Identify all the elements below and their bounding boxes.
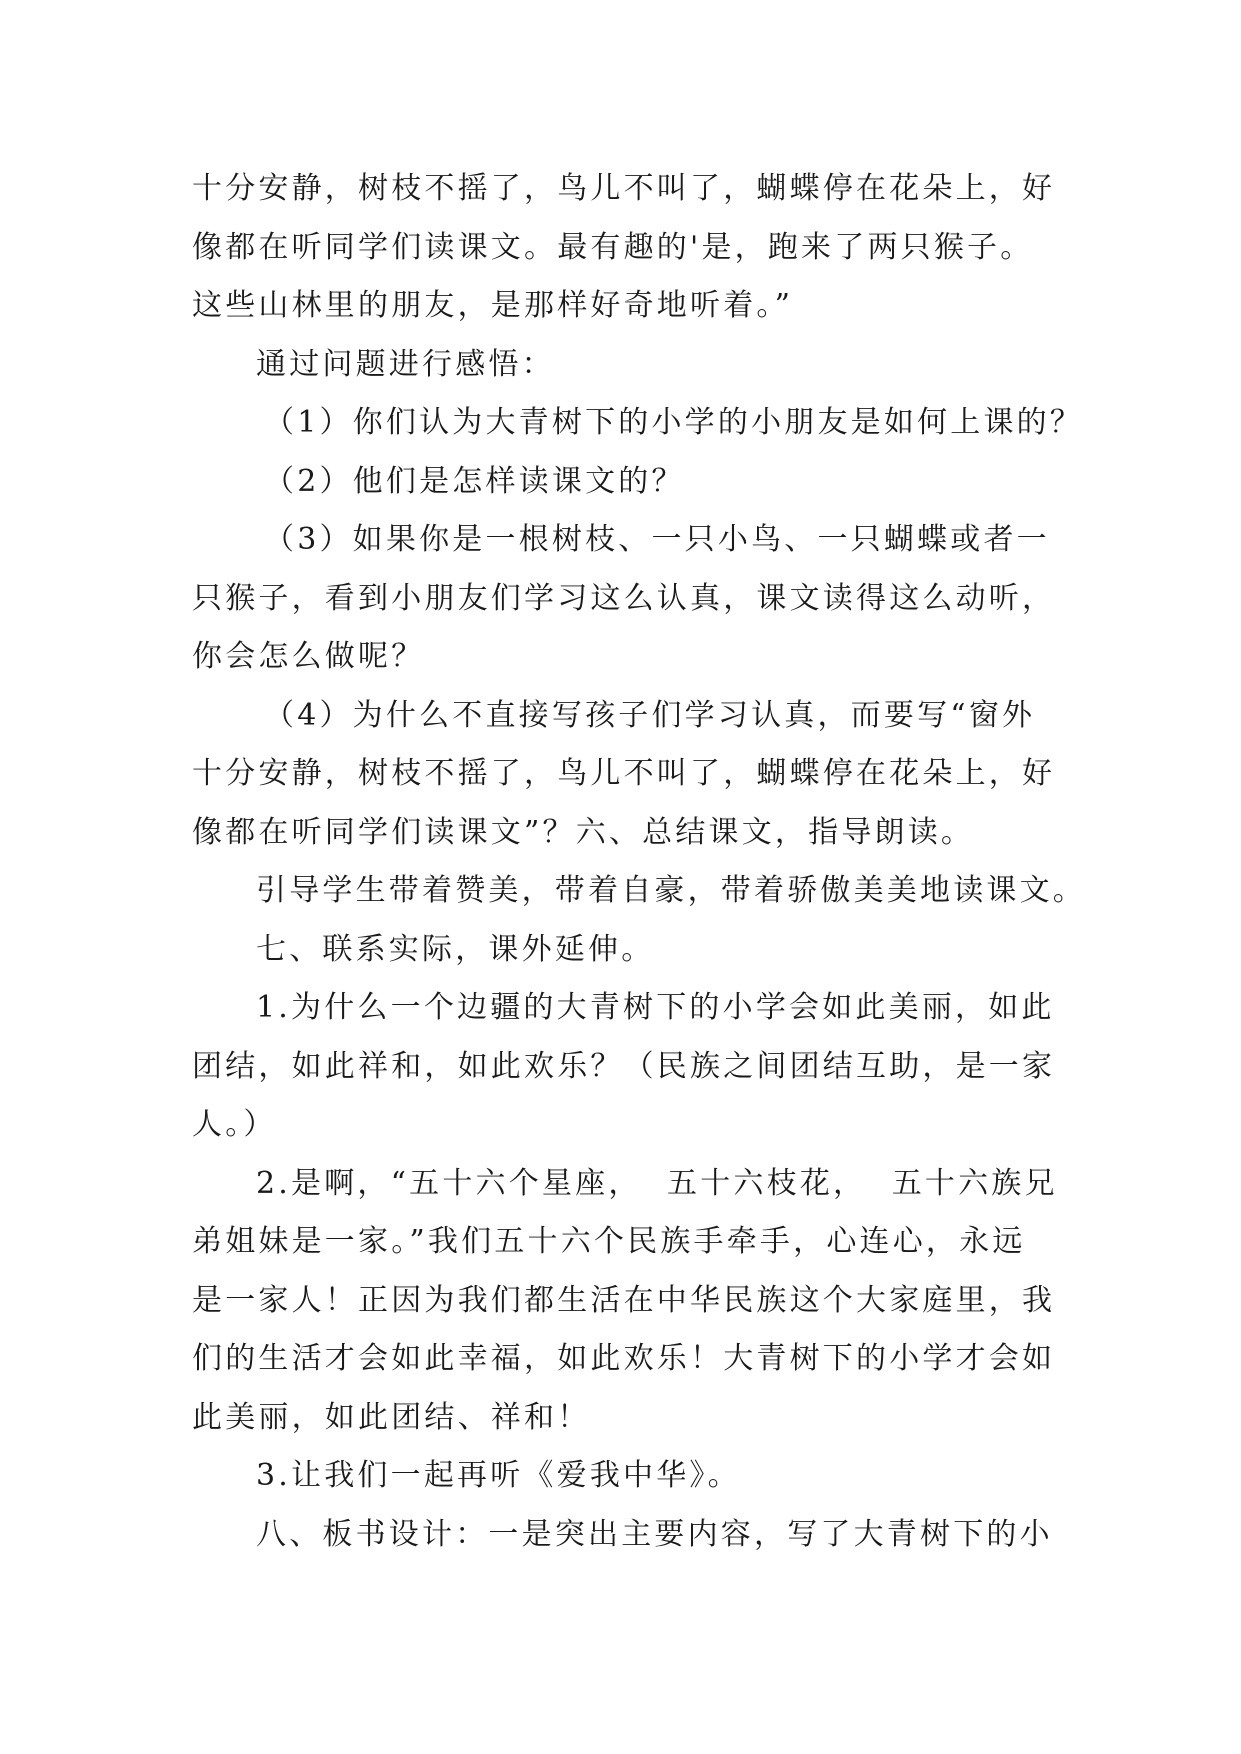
question-item: （4）为什么不直接写孩子们学习认真，而要写“窗外 [264, 697, 1036, 733]
text-line: 只猴子，看到小朋友们学习这么认真，课文读得这么动听， [192, 580, 1056, 616]
question-item: （3）如果你是一根树枝、一只小鸟、一只蝴蝶或者一 [264, 522, 1050, 557]
text-line: 像都在听同学们读课文。最有趣的'是，跑来了两只猴子。 [192, 229, 1034, 265]
text-line: 们的生活才会如此幸福，如此欢乐！大青树下的小学才会如 [192, 1341, 1056, 1376]
paragraph-line: 引导学生带着赞美，带着自豪，带着骄傲美美地读课文。 [256, 873, 1086, 908]
text-line: 弟姐妹是一家。”我们五十六个民族手牵手，心连心，永远 [192, 1224, 1026, 1259]
text-line: 此美丽，如此团结、祥和！ [192, 1399, 591, 1435]
question-item: （1）你们认为大青树下的小学的小朋友是如何上课的？ [264, 405, 1084, 440]
text-line: 你会怎么做呢？ [192, 639, 425, 674]
section-heading: 七、联系实际，课外延伸。 [256, 931, 655, 967]
text-line: 十分安静，树枝不摇了，鸟儿不叫了，蝴蝶停在花朵上，好 [192, 756, 1056, 791]
body-text [192, 160, 1086, 1564]
list-item: 1.为什么一个边疆的大青树下的小学会如此美丽，如此 [256, 990, 1055, 1025]
text-line: 十分安静，树枝不摇了，鸟儿不叫了，蝴蝶停在花朵上，好 [192, 171, 1056, 206]
text-line: 是一家人！正因为我们都生活在中华民族这个大家庭里，我 [192, 1282, 1056, 1318]
text-line: 这些山林里的朋友，是那样好奇地听着。” [192, 288, 794, 323]
list-item: 2.是啊，“五十六个星座， 五十六枝花， 五十六族兄 [256, 1165, 1058, 1201]
section-heading: 八、板书设计：一是突出主要内容，写了大青树下的小 [256, 1516, 1053, 1552]
list-item: 3.让我们一起再听《爱我中华》。 [256, 1458, 741, 1493]
text-line: 人。） [192, 1107, 277, 1142]
text-line: 像都在听同学们读课文”？六、总结课文，指导朗读。 [192, 814, 975, 850]
text-line: 团结，如此祥和，如此欢乐？（民族之间团结互助，是一家 [192, 1048, 1056, 1084]
paragraph-heading: 通过问题进行感悟： [256, 346, 555, 382]
question-item: （2）他们是怎样读课文的？ [264, 463, 685, 499]
